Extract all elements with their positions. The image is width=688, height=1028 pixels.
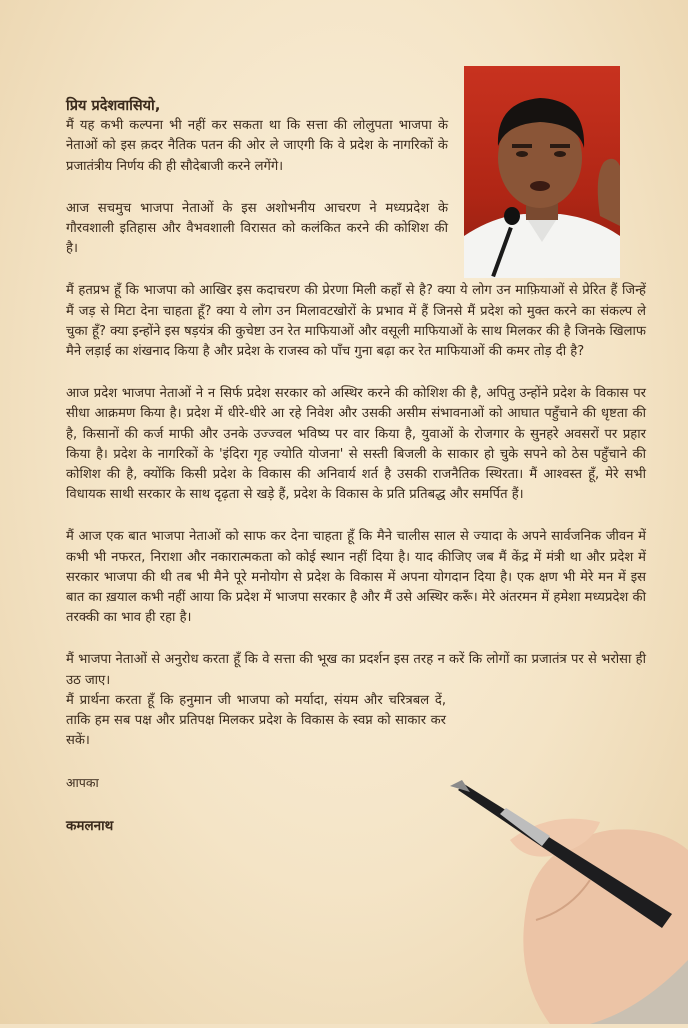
paragraph-6-end: मैं प्रार्थना करता हूँ कि हनुमान जी भाजपा को मर्यादा, संयम और चरित्रबल दें, ताकि हम सब पक्ष और प्रतिपक्ष मिलकर प्रदेश के विकास के स्वप्न को साकार कर सकें। — [66, 692, 446, 749]
letter-body — [66, 96, 646, 836]
paragraph-1: मैं यह कभी कल्पना भी नहीं कर सकता था कि सत्ता की लोलुपता भाजपा के नेताओं को इस क़दर नैतिक पतन की ओर ले जाएगी कि वे प्रदेश के नागरिकों के प्रजातंत्रीय निर्णय की ही सौदेबाजी करने लगेंगे। — [66, 118, 448, 174]
paragraph-5: मैं आज एक बात भाजपा नेताओं को साफ कर देना चाहता हूँ कि मैने चालीस साल से ज्यादा के अपने सार्वजनिक जीवन में कभी भी नफरत, निराशा और नकारात्मकता को कोई स्थान नहीं दिया है। याद कीजिए जब मैं केंद्र में मंत्री था और प्रदेश में सरकार भाजपा की थी तब भी मैने पूरे मनोयोग से प्रदेश के विकास में अपना योगदान दिया है। एक क्षण भी मेरे मन में इस बात का ख़याल कभी नहीं आया कि प्रदेश में भाजपा सरकार है और मैं उसे अस्थिर करूँ। मेरे अंतरमन में हमेशा मध्यप्रदेश की तरक्की का भाव ही रहा है। — [66, 529, 646, 626]
paragraph-2: आज सचमुच भाजपा नेताओं के इस अशोभनीय आचरण ने मध्यप्रदेश के गौरवशाली इतिहास और वैभवशाली विरासत को कलंकित करने की कोशिश की है। — [66, 200, 448, 257]
paragraph-6-start: मैं भाजपा नेताओं से अनुरोध करता हूँ कि वे सत्ता की भूख का प्रदर्शन इस तरह न करें कि लोगों का प्रजातंत्र पर से भरोसा ही उठ जाए। — [66, 652, 646, 688]
letter-greeting: प्रिय प्रदेशवासियो, — [66, 98, 161, 114]
paragraph-4: आज प्रदेश भाजपा नेताओं ने न सिर्फ प्रदेश सरकार को अस्थिर करने की कोशिश की है, अपितु उन्होंने प्रदेश के विकास पर सीधा आक्रमण किया है। प्रदेश में धीरे-धीरे आ रहे निवेश और उसकी असीम संभावनाओं को आघात पहुँचाने की धृष्टता की है, किसानों की कर्ज माफी और उनके उज्ज्वल भविष्य पर वार किया है, युवाओं के रोजगार के सुनहरे अवसरों पर प्रहार किया है। प्रदेश के नागरिकों के 'इंदिरा गृह ज्योति योजना' से सस्ती बिजली के साकार हो चुके सपने को ठेस पहुँचाने की कोशिश की है, क्योंकि किसी प्रदेश के विकास की अनिवार्य शर्त है उसकी राजनैतिक स्थिरता। मैं आश्वस्त हूँ, मेरे सभी विधायक साथी सरकार के साथ दृढ़ता से खड़े हैं, प्रदेश के विकास के प्रति प्रतिबद्ध और समर्पित हैं। — [66, 386, 646, 503]
pen-hand-icon — [440, 770, 688, 1024]
paragraph-3: मैं हतप्रभ हूँ कि भाजपा को आखिर इस कदाचरण की प्रेरणा मिली कहाँ से है? क्या ये लोग उन माफ़ियाओं से प्रेरित हैं जिन्हें मैं जड़ से मिटा देना चाहता हूँ? क्या ये लोग उन मिलावटखोरों के प्रभाव में हैं जिनसे मैं प्रदेश को मुक्त करने का संकल्प ले चुका हूँ? क्या इन्होंने इस षड़यंत्र की कुचेष्टा उन रेत माफियाओं और वसूली माफियाओं के साथ मिलकर की है जिनके खिलाफ मैने लड़ाई का शंखनाद किया है और प्रदेश के राजस्व को पाँच गुना बढ़ा कर रेत माफियाओं की कमर तोड़ दी है? — [66, 283, 646, 360]
letter-signature: कमलनाथ — [66, 817, 114, 834]
letter-closing: आपका — [66, 775, 99, 791]
hand-with-pen-illustration — [440, 770, 688, 1024]
